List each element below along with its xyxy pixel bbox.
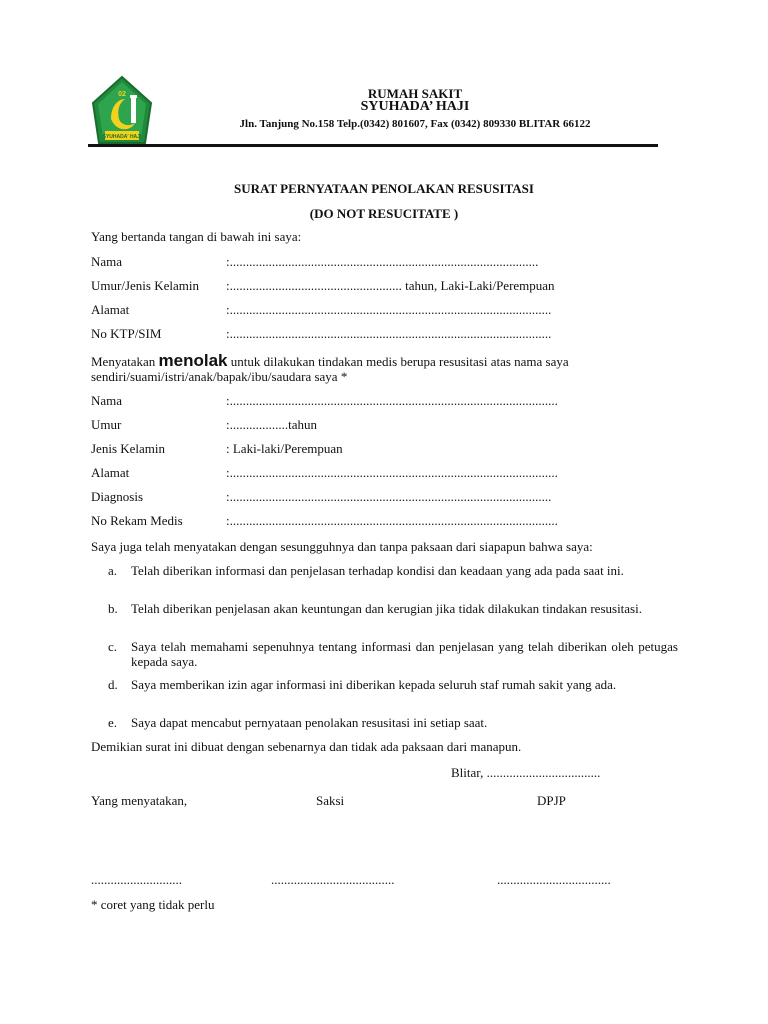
closing-text: Demikian surat ini dibuat dengan sebenarnya dan tidak ada paksaan dari manapun. [91, 739, 522, 754]
declaration-item-a-letter: a. [108, 563, 118, 578]
signature-line-witness: ...................................... [271, 872, 395, 887]
header-divider [88, 144, 658, 147]
org-name-line1: RUMAH SAKIT [367, 86, 463, 101]
declaration-item-b: Telah diberikan penjelasan akan keuntungan dan kerugian jika tidak dilakukan tindakan resusitasi. [131, 601, 642, 616]
patient-record-field: :..................................................................................................... [226, 513, 558, 528]
footnote: * coret yang tidak perlu [91, 897, 215, 912]
declaration-item-e: Saya dapat mencabut pernyataan penolakan resusitasi ini setiap saat. [131, 715, 488, 730]
patient-gender-label: Jenis Kelamin [91, 441, 166, 456]
signer-name-label: Nama [91, 254, 123, 269]
patient-age-field: :..................tahun [226, 417, 317, 432]
declaration-item-b-letter: b. [108, 601, 118, 616]
signer-id-label: No KTP/SIM [91, 326, 162, 341]
patient-diagnosis-label: Diagnosis [91, 489, 143, 504]
document-subtitle: (DO NOT RESUCITATE ) [309, 206, 459, 221]
declaration-item-c-letter: c. [108, 639, 118, 654]
patient-address-field: :..................................................................................................... [226, 465, 558, 480]
patient-record-label: No Rekam Medis [91, 513, 183, 528]
document-title: SURAT PERNYATAAN PENOLAKAN RESUSITASI [234, 181, 534, 196]
declaration-item-d-letter: d. [108, 677, 118, 692]
statement-line2: sendiri/suami/istri/anak/bapak/ibu/saudara saya * [91, 369, 348, 384]
place-date: Blitar, ................................... [451, 765, 601, 780]
patient-address-label: Alamat [91, 465, 130, 480]
logo-number: 02 [118, 91, 126, 98]
signature-label-dpjp: DPJP [537, 793, 566, 808]
patient-age-label: Umur [91, 417, 122, 432]
patient-name-label: Nama [91, 393, 123, 408]
signer-age-gender-field: :..................................................... tahun, Laki-Laki/Perempuan [226, 278, 555, 293]
intro-text: Yang bertanda tangan di bawah ini saya: [91, 229, 302, 244]
signer-address-field: :................................................................................................... [226, 302, 552, 317]
patient-gender-field: : Laki-laki/Perempuan [226, 441, 343, 456]
signer-name-field: :............................................................................................... [226, 254, 539, 269]
declaration-item-e-letter: e. [108, 715, 118, 730]
signature-label-signer: Yang menyatakan, [91, 793, 188, 808]
signer-age-gender-label: Umur/Jenis Kelamin [91, 278, 199, 293]
declaration-item-c: Saya telah memahami sepenuhnya tentang informasi dan penjelasan yang telah diberikan oleh petugas kepada saya. [131, 639, 678, 669]
declaration-item-a: Telah diberikan informasi dan penjelasan terhadap kondisi dan keadaan yang ada pada saat ini. [131, 563, 624, 578]
signature-line-dpjp: ................................... [497, 872, 611, 887]
statement-emphasis: menolak [158, 351, 228, 370]
org-address: Jln. Tanjung No.158 Telp.(0342) 801607, Fax (0342) 809330 BLITAR 66122 [239, 118, 591, 130]
logo-text: SYUHADA' HAJI [102, 134, 142, 140]
signature-line-signer: ............................ [91, 872, 182, 887]
signer-address-label: Alamat [91, 302, 130, 317]
declaration-intro: Saya juga telah menyatakan dengan sesungguhnya dan tanpa paksaan dari siapapun bahwa saya: [91, 539, 593, 554]
signature-label-witness: Saksi [316, 793, 345, 808]
declaration-item-d: Saya memberikan izin agar informasi ini diberikan kepada seluruh staf rumah sakit yang ada. [131, 677, 617, 692]
statement-suffix: untuk dilakukan tindakan medis berupa resusitasi atas nama saya [227, 354, 569, 369]
org-name-line2: SYUHADA’ HAJI [360, 99, 470, 114]
signer-id-field: :................................................................................................... [226, 326, 552, 341]
patient-name-field: :..................................................................................................... [226, 393, 558, 408]
patient-diagnosis-field: :................................................................................................... [226, 489, 552, 504]
statement-prefix: Menyatakan [91, 354, 159, 369]
